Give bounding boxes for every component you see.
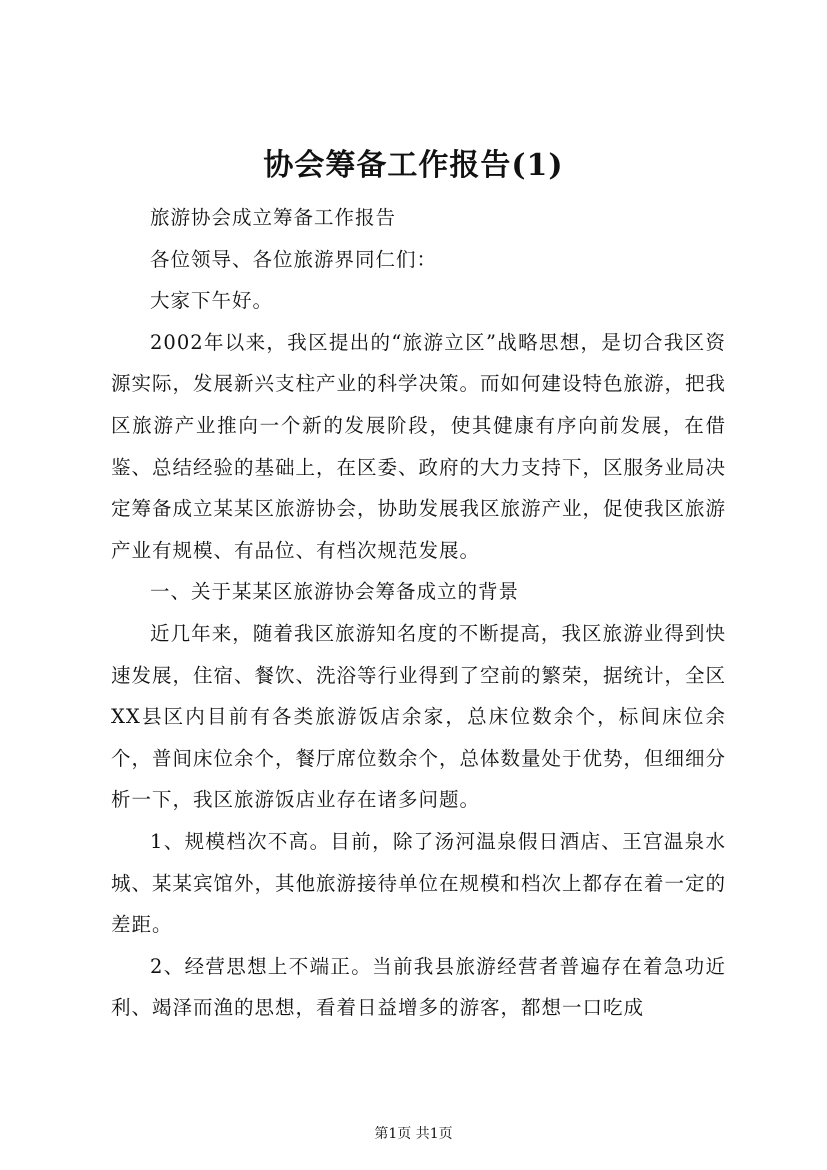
- paragraph-background: 近几年来，随着我区旅游知名度的不断提高，我区旅游业得到快速发展，住宿、餐饮、洗浴等行业得到了空前的繁荣，据统计，全区XX县区内目前有各类旅游饭店余家，总床位数余个，标间床位余个，普间床位余个，餐厅席位数余个，总体数量处于优势，但细细分析一下，我区旅游饭店业存在诸多问题。: [111, 621, 727, 812]
- document-body: [111, 197, 726, 1029]
- paragraph-salutation: 各位领导、各位旅游界同仁们：: [150, 247, 438, 271]
- paragraph-point-2: 2、经营思想上不端正。当前我县旅游经营者普遍存在着急功近利、竭泽而渔的思想，看着日益增多的游客，都想一口吃成: [111, 954, 726, 1020]
- paragraph-greeting: 大家下午好。: [150, 289, 274, 313]
- page-footer: 第1页 共1页: [374, 1126, 453, 1142]
- paragraph-point-1: 1、规模档次不高。目前，除了汤河温泉假日酒店、王宫温泉水城、某某宾馆外，其他旅游接待单位在规模和档次上都存在着一定的差距。: [111, 829, 727, 937]
- section-heading-background: 一、关于某某区旅游协会筹备成立的背景: [150, 580, 520, 604]
- paragraph-intro: 2002年以来，我区提出的“旅游立区”战略思想，是切合我区资源实际，发展新兴支柱产业的科学决策。而如何建设特色旅游，把我区旅游产业推向一个新的发展阶段，使其健康有序向前发展，在借鉴、总结经验的基础上，在区委、政府的大力支持下，区服务业局决定筹备成立某某区旅游协会，协助发展我区旅游产业，促使我区旅游产业有规模、有品位、有档次规范发展。: [111, 330, 727, 562]
- document-title: 协会筹备工作报告(1): [263, 148, 564, 183]
- paragraph-subtitle: 旅游协会成立筹备工作报告: [150, 206, 397, 229]
